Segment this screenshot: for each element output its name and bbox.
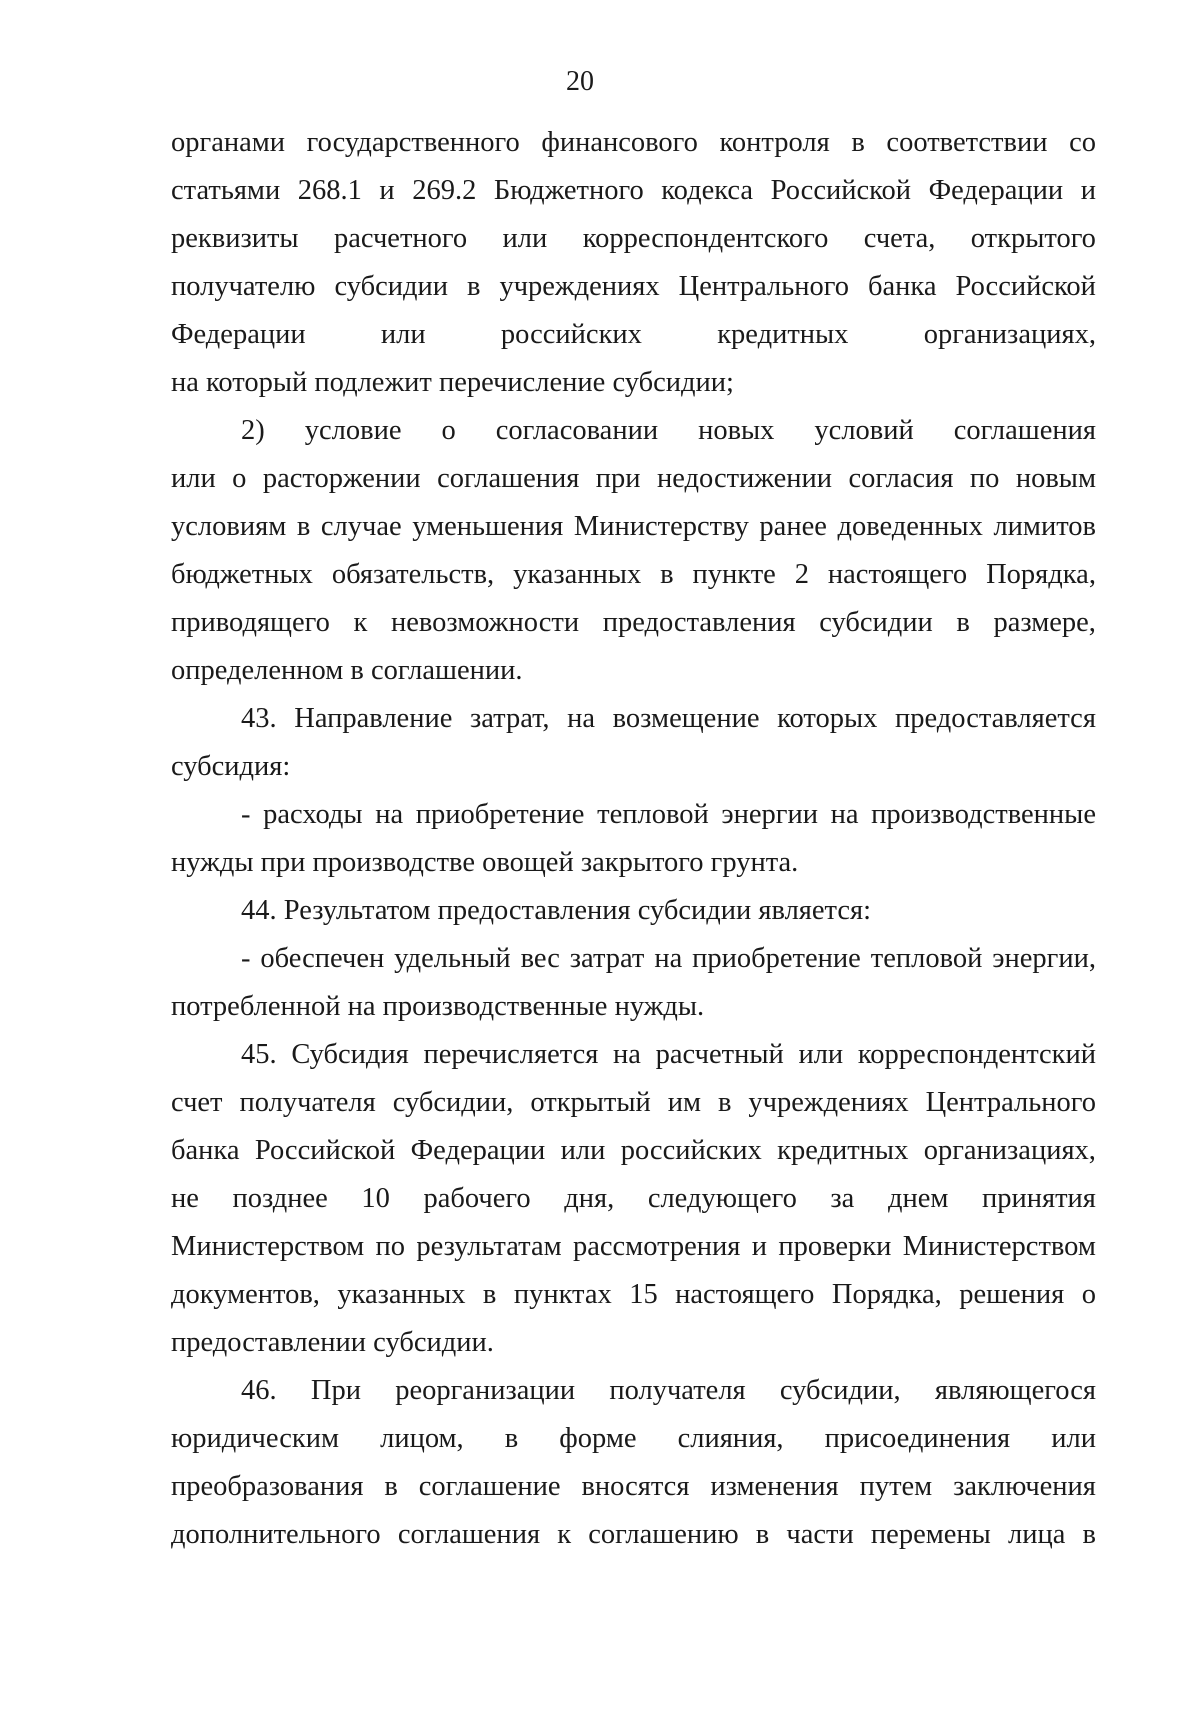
text-line: предоставлении субсидии. bbox=[171, 1327, 494, 1358]
word: или bbox=[380, 319, 426, 350]
word: указанных bbox=[513, 559, 642, 590]
word: соглашения bbox=[953, 415, 1096, 446]
word: недостижении bbox=[656, 463, 833, 494]
word: Субсидия bbox=[291, 1039, 409, 1070]
word: в bbox=[467, 271, 481, 302]
word: настоящего bbox=[675, 1279, 815, 1310]
word: новым bbox=[1015, 463, 1096, 494]
word: на bbox=[567, 703, 596, 734]
paragraph-continuation bbox=[171, 119, 1096, 407]
word: Российской bbox=[770, 175, 912, 206]
word: Федерации bbox=[171, 319, 306, 350]
word: документов, bbox=[171, 1279, 320, 1310]
text-line bbox=[171, 1031, 1096, 1079]
document-body bbox=[171, 119, 1096, 1559]
word: по bbox=[969, 463, 1000, 494]
word: Федерации bbox=[928, 175, 1064, 206]
word: в bbox=[384, 1471, 398, 1502]
word: условиям bbox=[171, 511, 287, 542]
word: условие bbox=[304, 415, 402, 446]
word: дополнительного bbox=[171, 1519, 381, 1550]
word: перемены bbox=[870, 1519, 991, 1550]
word: путем bbox=[859, 1471, 933, 1502]
word: на bbox=[613, 1039, 641, 1070]
word: государственного bbox=[306, 127, 520, 158]
text-line bbox=[171, 263, 1096, 311]
word: при bbox=[595, 463, 641, 494]
word: принятия bbox=[981, 1183, 1096, 1214]
word: позднее bbox=[232, 1183, 328, 1214]
word: российских bbox=[620, 1135, 762, 1166]
word: им bbox=[667, 1087, 702, 1118]
word: расчетный bbox=[655, 1039, 784, 1070]
word: или bbox=[502, 223, 548, 254]
word: счет bbox=[171, 1087, 223, 1118]
word: открытого bbox=[970, 223, 1096, 254]
word: согласия bbox=[848, 463, 954, 494]
word: не bbox=[171, 1183, 199, 1214]
word: лимитов bbox=[993, 511, 1096, 542]
word: приводящего bbox=[171, 607, 330, 638]
word: обеспечен bbox=[260, 943, 385, 974]
word: банка bbox=[171, 1135, 240, 1166]
word: получателя bbox=[239, 1087, 376, 1118]
word: днем bbox=[887, 1183, 949, 1214]
word: соглашение bbox=[418, 1471, 561, 1502]
paragraph-item-43 bbox=[171, 695, 1096, 791]
word: в bbox=[296, 511, 311, 542]
word: решения bbox=[959, 1279, 1065, 1310]
word: части bbox=[786, 1519, 854, 1550]
word: контроля bbox=[719, 127, 830, 158]
word: приобретение bbox=[415, 799, 585, 830]
text-line: 44. Результатом предоставления субсидии является: bbox=[241, 895, 872, 926]
word: открытый bbox=[530, 1087, 651, 1118]
text-line bbox=[171, 407, 1096, 455]
text-line bbox=[171, 119, 1096, 167]
word: 2 bbox=[794, 559, 809, 590]
word: о bbox=[441, 415, 456, 446]
word: Бюджетного bbox=[493, 175, 644, 206]
word: органами bbox=[171, 127, 286, 158]
word: дня, bbox=[564, 1183, 615, 1214]
word: форме bbox=[559, 1423, 637, 1454]
text-line bbox=[171, 551, 1096, 599]
word: 2) bbox=[241, 415, 265, 446]
word: или bbox=[1051, 1423, 1096, 1454]
text-line bbox=[171, 1271, 1096, 1319]
word: вносятся bbox=[581, 1471, 690, 1502]
word: вес bbox=[520, 943, 560, 974]
word: о bbox=[232, 463, 247, 494]
text-line: на который подлежит перечисление субсидии; bbox=[171, 367, 734, 398]
text-line bbox=[171, 791, 1096, 839]
paragraph-item-2 bbox=[171, 407, 1096, 695]
word: соглашения bbox=[437, 463, 580, 494]
word: в bbox=[851, 127, 865, 158]
word: результатам bbox=[416, 1231, 562, 1262]
text-line bbox=[171, 599, 1096, 647]
word: 45. bbox=[241, 1039, 277, 1070]
word: юридическим bbox=[171, 1423, 340, 1454]
word: возмещение bbox=[612, 703, 760, 734]
word: пункте bbox=[692, 559, 776, 590]
word: счета, bbox=[863, 223, 936, 254]
word: лицом, bbox=[380, 1423, 464, 1454]
word: 269.2 bbox=[412, 175, 477, 206]
word: лица bbox=[1007, 1519, 1066, 1550]
text-line bbox=[171, 1127, 1096, 1175]
word: Российской bbox=[254, 1135, 396, 1166]
text-line bbox=[171, 455, 1096, 503]
word: по bbox=[375, 1231, 406, 1262]
word: со bbox=[1069, 127, 1096, 158]
word: Министерству bbox=[573, 511, 749, 542]
word: проверки bbox=[778, 1231, 892, 1262]
word: в bbox=[755, 1519, 770, 1550]
word: следующего bbox=[647, 1183, 797, 1214]
word: бюджетных bbox=[171, 559, 313, 590]
text-line bbox=[171, 695, 1096, 743]
word: невозможности bbox=[390, 607, 580, 638]
word: рабочего bbox=[423, 1183, 531, 1214]
word: или bbox=[171, 463, 216, 494]
word: Порядка, bbox=[986, 559, 1096, 590]
word: финансового bbox=[541, 127, 698, 158]
text-line bbox=[171, 503, 1096, 551]
paragraph-item-44 bbox=[171, 887, 1096, 935]
word: уменьшения bbox=[412, 511, 564, 542]
paragraph-item-46 bbox=[171, 1367, 1096, 1559]
word: в bbox=[504, 1423, 519, 1454]
word: кредитных bbox=[777, 1135, 909, 1166]
word: размере, bbox=[993, 607, 1096, 638]
word: за bbox=[830, 1183, 855, 1214]
word: и bbox=[751, 1231, 767, 1262]
word: условий bbox=[814, 415, 914, 446]
word: - bbox=[241, 943, 251, 974]
word: перечисляется bbox=[423, 1039, 599, 1070]
word: получателю bbox=[171, 271, 316, 302]
word: При bbox=[310, 1375, 361, 1406]
text-line bbox=[171, 1223, 1096, 1271]
word: или bbox=[798, 1039, 844, 1070]
word: новых bbox=[698, 415, 775, 446]
word: статьями bbox=[171, 175, 281, 206]
word: соглашения bbox=[397, 1519, 541, 1550]
word: организациях, bbox=[923, 319, 1096, 350]
word: Российской bbox=[955, 271, 1096, 302]
word: или bbox=[560, 1135, 606, 1166]
word: рассмотрения bbox=[572, 1231, 741, 1262]
word: слияния, bbox=[677, 1423, 784, 1454]
word: банка bbox=[868, 271, 937, 302]
word: субсидии bbox=[334, 271, 449, 302]
word: доведенных bbox=[837, 511, 983, 542]
word: обязательств, bbox=[331, 559, 495, 590]
word: субсидии bbox=[819, 607, 933, 638]
word: в bbox=[482, 1279, 497, 1310]
word: 268.1 bbox=[297, 175, 362, 206]
word: в bbox=[956, 607, 970, 638]
word: соответствии bbox=[886, 127, 1048, 158]
word: Направление bbox=[294, 703, 453, 734]
word: тепловой bbox=[870, 943, 983, 974]
word: к bbox=[557, 1519, 572, 1550]
word: и bbox=[1080, 175, 1096, 206]
word: расчетного bbox=[333, 223, 468, 254]
word: на bbox=[375, 799, 404, 830]
paragraph-item-45 bbox=[171, 1031, 1096, 1367]
word: корреспондентского bbox=[582, 223, 829, 254]
word: энергии bbox=[721, 799, 818, 830]
word: являющегося bbox=[934, 1375, 1096, 1406]
paragraph-result-item bbox=[171, 935, 1096, 1031]
word: учреждениях bbox=[748, 1087, 909, 1118]
word: производственные bbox=[871, 799, 1096, 830]
word: затрат, bbox=[469, 703, 550, 734]
word: согласовании bbox=[495, 415, 659, 446]
word: пунктах bbox=[513, 1279, 612, 1310]
word: предоставляется bbox=[894, 703, 1096, 734]
word: затрат bbox=[569, 943, 645, 974]
text-line: определенном в соглашении. bbox=[171, 655, 523, 686]
word: изменения bbox=[710, 1471, 839, 1502]
word: которых bbox=[777, 703, 878, 734]
word: на bbox=[654, 943, 683, 974]
word: 46. bbox=[241, 1375, 277, 1406]
word: субсидии, bbox=[392, 1087, 514, 1118]
word: реорганизации bbox=[395, 1375, 576, 1406]
word: учреждениях bbox=[499, 271, 660, 302]
word: 43. bbox=[241, 703, 277, 734]
text-line bbox=[171, 1175, 1096, 1223]
word: реквизиты bbox=[171, 223, 299, 254]
word: Центрального bbox=[925, 1087, 1096, 1118]
text-line bbox=[171, 1415, 1096, 1463]
text-line bbox=[171, 311, 1096, 359]
word: организациях, bbox=[923, 1135, 1096, 1166]
text-line: нужды при производстве овощей закрытого грунта. bbox=[171, 847, 799, 878]
text-line bbox=[171, 215, 1096, 263]
word: российских bbox=[500, 319, 642, 350]
word: субсидии, bbox=[779, 1375, 901, 1406]
word: настоящего bbox=[827, 559, 968, 590]
word: на bbox=[830, 799, 859, 830]
word: о bbox=[1081, 1279, 1096, 1310]
text-line: потребленной на производственные нужды. bbox=[171, 991, 705, 1022]
word: заключения bbox=[953, 1471, 1096, 1502]
word: Министерством bbox=[171, 1231, 365, 1262]
word: - bbox=[241, 799, 251, 830]
word: и bbox=[379, 175, 395, 206]
word: Федерации bbox=[410, 1135, 546, 1166]
word: Центрального bbox=[678, 271, 850, 302]
word: тепловой bbox=[597, 799, 709, 830]
word: 15 bbox=[629, 1279, 658, 1310]
word: 10 bbox=[361, 1183, 390, 1214]
word: ранее bbox=[759, 511, 827, 542]
text-line bbox=[171, 1511, 1096, 1559]
word: Министерством bbox=[902, 1231, 1096, 1262]
word: присоединения bbox=[824, 1423, 1011, 1454]
word: расторжении bbox=[262, 463, 421, 494]
word: соглашению bbox=[588, 1519, 739, 1550]
paragraph-expense-item bbox=[171, 791, 1096, 887]
word: предоставления bbox=[602, 607, 796, 638]
word: случае bbox=[320, 511, 402, 542]
page-number: 20 bbox=[566, 66, 594, 97]
word: кредитных bbox=[717, 319, 849, 350]
word: приобретение bbox=[692, 943, 861, 974]
text-line bbox=[171, 1367, 1096, 1415]
word: в bbox=[718, 1087, 732, 1118]
word: в bbox=[660, 559, 674, 590]
word: к bbox=[353, 607, 368, 638]
word: энергии, bbox=[992, 943, 1096, 974]
text-line bbox=[171, 1463, 1096, 1511]
word: указанных bbox=[337, 1279, 466, 1310]
word: расходы bbox=[263, 799, 363, 830]
word: удельный bbox=[394, 943, 511, 974]
text-line bbox=[171, 1079, 1096, 1127]
text-line bbox=[171, 935, 1096, 983]
word: кодекса bbox=[661, 175, 754, 206]
word: Порядка, bbox=[831, 1279, 942, 1310]
word: преобразования bbox=[171, 1471, 364, 1502]
word: корреспондентский bbox=[857, 1039, 1096, 1070]
word: получателя bbox=[609, 1375, 746, 1406]
text-line bbox=[171, 167, 1096, 215]
word: в bbox=[1082, 1519, 1096, 1550]
text-line: субсидия: bbox=[171, 751, 291, 782]
